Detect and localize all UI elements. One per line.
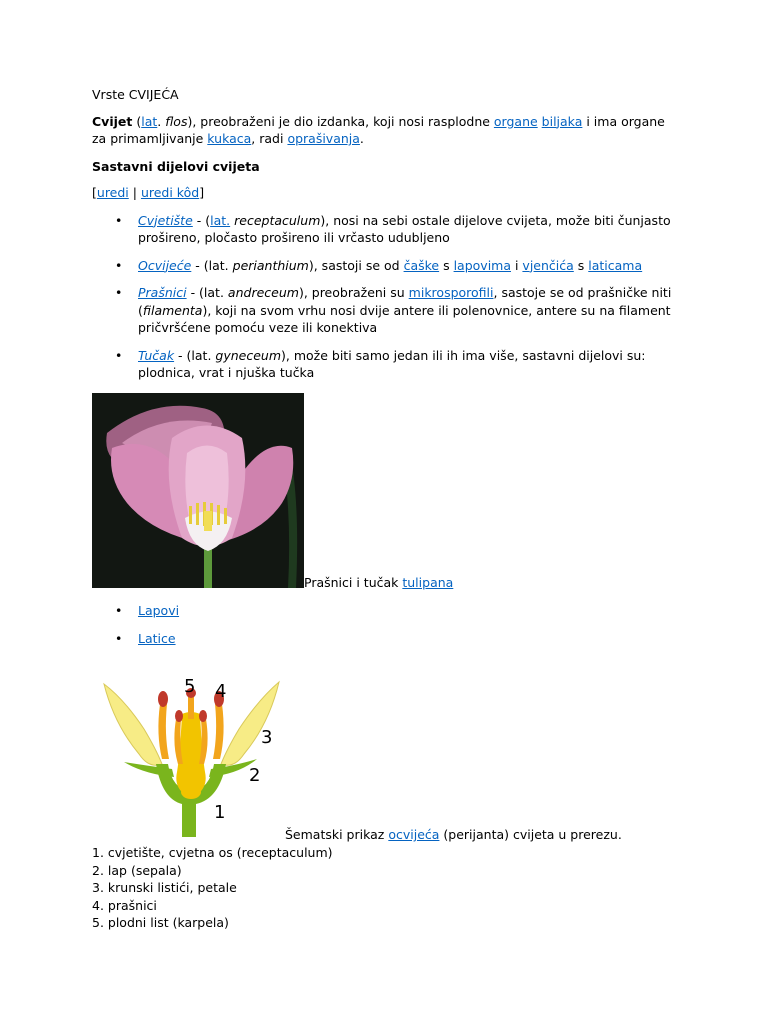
list-item: [92, 212, 672, 247]
lapovi-link[interactable]: Lapovi: [138, 603, 180, 618]
diagram-label-3: 3: [261, 727, 273, 748]
list-item: [92, 284, 672, 337]
tulipana-link[interactable]: tulipana: [402, 575, 454, 590]
diagram-legend: [92, 844, 333, 932]
edit-link[interactable]: uredi: [96, 185, 129, 200]
legend-item: 3. krunski listići, petale: [92, 880, 237, 895]
laticama-link[interactable]: laticama: [588, 257, 643, 273]
item-text: ), nosi na sebi ostale dijelove cvijeta, može biti čunjasto prošireno, pločasto prošireno ili vrčasto udubljeno: [138, 212, 671, 245]
anther: [199, 710, 207, 722]
flower-diagram-svg: [94, 674, 284, 839]
separator: |: [128, 185, 141, 200]
anther: [175, 710, 183, 722]
diagram-label-5: 5: [184, 676, 196, 697]
item-text: - (lat.: [174, 347, 216, 363]
vjencica-link[interactable]: vjenčića: [522, 257, 574, 273]
petal-left: [104, 684, 162, 765]
stamen-filament: [158, 704, 169, 759]
photo-caption: [304, 574, 453, 591]
stamen-filament: [213, 704, 224, 759]
item-text: - (lat.: [191, 257, 233, 273]
lapovima-link[interactable]: lapovima: [453, 257, 511, 273]
item-text: ), može biti samo jedan ili ih ima više, sastavni dijelovi su: plodnica, vrat i njuška tučka: [138, 347, 646, 380]
organe-link[interactable]: organe: [493, 113, 538, 129]
intro-text: i ima organe za primamljivanje: [92, 113, 665, 146]
list-item: [92, 347, 672, 382]
prasnici-link[interactable]: Prašnici: [138, 285, 187, 300]
diagram-label-4: 4: [215, 681, 227, 702]
bracket: [: [92, 185, 97, 200]
intro-text: , radi: [251, 131, 288, 146]
lat-link[interactable]: lat: [141, 113, 158, 129]
bracket: ]: [199, 185, 205, 200]
item-text: ), koji na svom vrhu nosi dvije antere ili polenovnice, antere su na filament pričvršćene pomoću veze ili konektiva: [138, 302, 671, 335]
legend-item: 1. cvjetište, cvjetna os (receptaculum): [92, 845, 333, 860]
flower-diagram: [94, 674, 284, 839]
list-item: [92, 602, 392, 620]
intro-text: .: [157, 113, 166, 129]
intro-term: Cvijet: [92, 113, 133, 129]
latin-term: receptaculum: [234, 212, 321, 228]
parts-list: [92, 212, 672, 382]
intro-text: (: [132, 113, 142, 129]
tulip-photo: [92, 393, 304, 588]
item-text: - (lat.: [186, 285, 228, 300]
intro-text: ), preobraženi je dio izdanka, koji nosi rasplodne: [187, 113, 494, 129]
ocvijeca-link[interactable]: ocvijeća: [388, 827, 440, 842]
item-text: - (: [192, 212, 211, 228]
legend-item: 5. plodni list (karpela): [92, 915, 229, 930]
lat-link[interactable]: lat.: [210, 212, 231, 228]
section-title: Sastavni dijelovi cvijeta: [92, 158, 260, 174]
latin-term: filamenta: [142, 302, 203, 318]
item-text: ), preobraženi su: [298, 285, 409, 300]
petal-right: [221, 682, 279, 765]
latice-link[interactable]: Latice: [138, 630, 176, 646]
extra-links-list: [92, 602, 392, 647]
caption-text: Šematski prikaz: [285, 827, 389, 842]
anther: [158, 691, 168, 707]
document-body: [92, 86, 672, 382]
latin-term: flos: [165, 113, 188, 129]
list-item: [92, 630, 392, 648]
mikrosporofili-link[interactable]: mikrosporofili: [408, 285, 494, 300]
latin-term: andreceum: [227, 285, 299, 300]
latin-term: perianthium: [232, 257, 309, 273]
caske-link[interactable]: čaške: [403, 257, 440, 273]
oprasivanja-link[interactable]: oprašivanja: [287, 131, 360, 146]
caption-text: (perijanta) cvijeta u prerezu.: [439, 827, 622, 842]
list-item: [92, 257, 672, 275]
page-heading: Vrste CVIJEĆA: [92, 87, 179, 102]
diagram-label-1: 1: [214, 802, 226, 823]
diagram-caption: [285, 826, 622, 843]
biljaka-link[interactable]: biljaka: [541, 113, 583, 129]
tucak-link[interactable]: Tučak: [138, 347, 175, 363]
cvjetiste-link[interactable]: Cvjetište: [138, 212, 193, 228]
item-text: s: [573, 257, 589, 273]
diagram-label-2: 2: [249, 765, 261, 786]
legend-item: 2. lap (sepala): [92, 862, 182, 878]
tulip-image: [92, 393, 304, 588]
item-text: s: [439, 257, 454, 273]
caption-text: Prašnici i tučak: [304, 575, 403, 590]
item-text: ), sastoji se od: [308, 257, 404, 273]
item-text: i: [511, 257, 523, 273]
item-text: , sastoje se od prašničke niti (: [138, 285, 672, 318]
edit-source-link[interactable]: uredi kôd: [140, 185, 200, 200]
intro-text: .: [359, 131, 364, 146]
intro-paragraph: [92, 113, 672, 148]
ovary: [181, 785, 201, 799]
legend-item: 4. prašnici: [92, 897, 157, 913]
kukaca-link[interactable]: kukaca: [207, 131, 252, 146]
latin-term: gyneceum: [215, 347, 282, 363]
ocvijece-link[interactable]: Ocvijeće: [138, 257, 192, 273]
edit-links: [92, 184, 672, 202]
